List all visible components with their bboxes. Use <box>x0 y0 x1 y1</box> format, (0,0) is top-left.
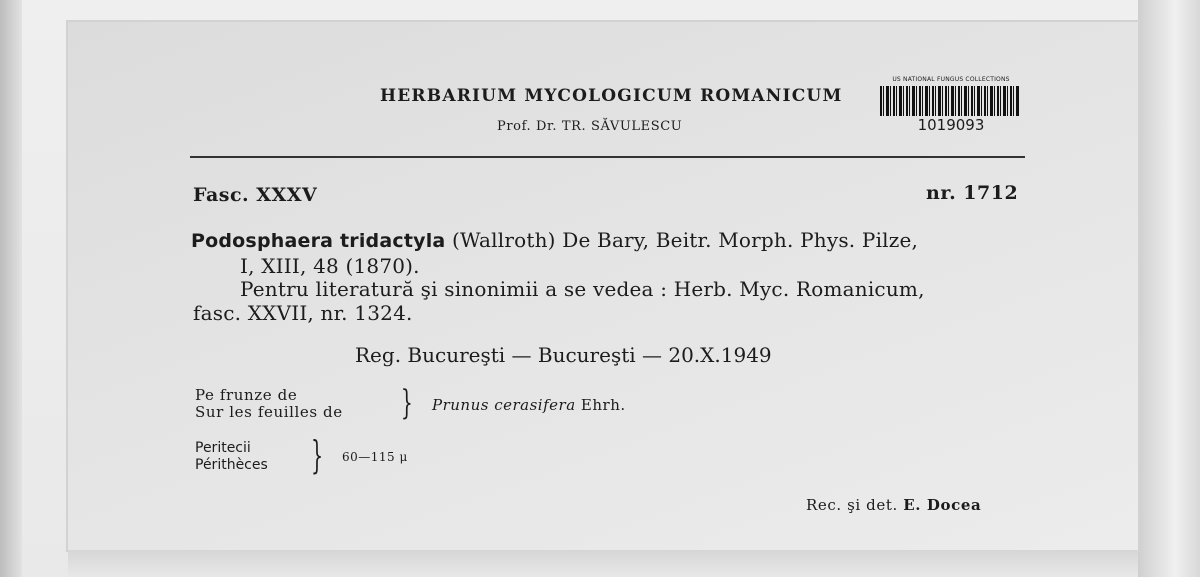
collector-prefix: Rec. şi det. <box>806 496 904 514</box>
barcode-block <box>876 76 1026 134</box>
herbarium-director: Prof. Dr. TR. SĂVULESCU <box>497 119 683 134</box>
barcode-image <box>880 86 1020 116</box>
right-edge <box>1138 0 1200 577</box>
host-name: Prunus cerasifera <box>432 396 576 414</box>
species-citation <box>191 228 918 252</box>
bottom-edge <box>68 550 1138 577</box>
fascicle-label: Fasc. XXXV <box>193 184 318 206</box>
brace-icon: } <box>400 383 413 423</box>
literature-line-1: Pentru literatură şi sinonimii a se vedea : Herb. Myc. Romanicum, <box>240 277 925 301</box>
specimen-number: nr. 1712 <box>926 182 1019 204</box>
literature-line-2: fasc. XXVII, nr. 1324. <box>193 301 413 325</box>
header-divider <box>190 156 1025 158</box>
barcode-caption: US NATIONAL FUNGUS COLLECTIONS <box>892 76 1010 83</box>
perithecia-size: 60—115 μ <box>342 450 408 464</box>
brace-icon-2: } <box>311 433 324 477</box>
collector-line <box>806 496 981 514</box>
host-plant <box>432 396 626 414</box>
perithecia-romanian: Peritecii <box>195 440 251 456</box>
citation-line-2: I, XIII, 48 (1870). <box>240 254 420 278</box>
species-name: Podosphaera tridactyla <box>191 230 446 252</box>
host-author: Ehrh. <box>575 396 626 414</box>
perithecia-french: Périthèces <box>195 457 268 473</box>
substrate-french: Sur les feuilles de <box>195 403 343 421</box>
citation-line-1: (Wallroth) De Bary, Beitr. Morph. Phys. Pilze, <box>445 228 919 252</box>
locality-date: Reg. Bucureşti — Bucureşti — 20.X.1949 <box>355 343 772 367</box>
collector-name: E. Docea <box>903 496 982 514</box>
herbarium-title: HERBARIUM MYCOLOGICUM ROMANICUM <box>380 86 843 106</box>
substrate-romanian: Pe frunze de <box>195 386 298 404</box>
left-shadow <box>0 0 22 577</box>
barcode-number: 1019093 <box>917 116 985 134</box>
